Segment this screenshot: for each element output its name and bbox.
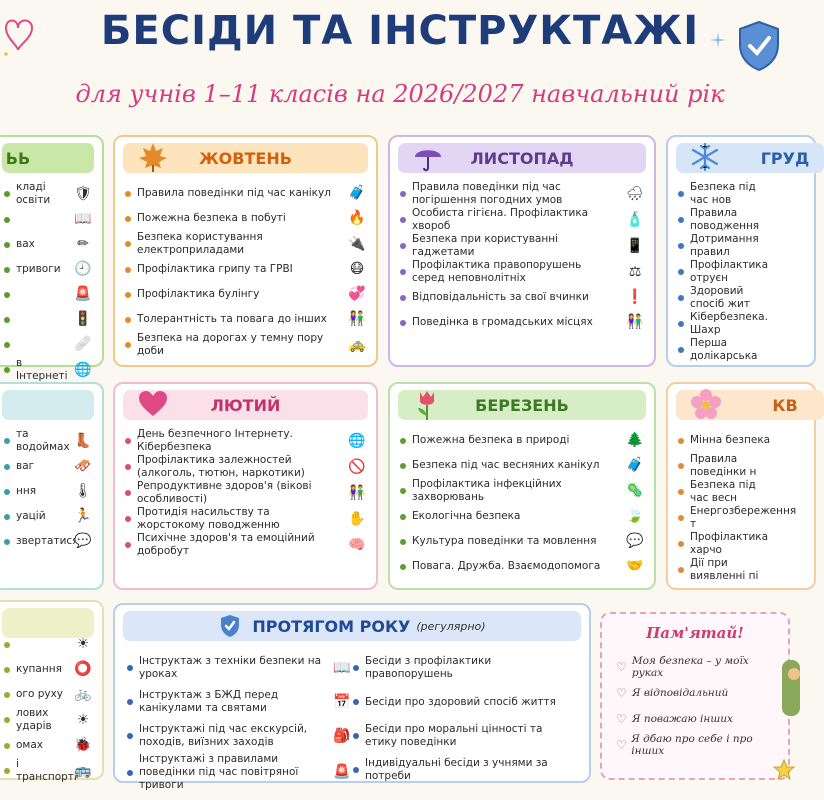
page-title: БЕСІДИ ТА ІНСТРУКТАЖІ (100, 8, 700, 54)
list-item (353, 685, 579, 719)
remember-item (616, 654, 782, 680)
list-item (125, 454, 368, 480)
list-item (678, 428, 806, 453)
stop-hand-icon: ✋ (348, 510, 366, 527)
list-item (4, 454, 94, 479)
car-icon: 🚕 (348, 336, 366, 353)
list-item (678, 311, 806, 337)
siren-icon: 🚨 (74, 286, 92, 302)
list-item (400, 428, 646, 453)
bullet (400, 320, 406, 326)
traffic-light-icon: 🚦 (74, 311, 92, 327)
heart-hands-icon: 💞 (348, 286, 366, 302)
list-item (125, 480, 368, 506)
list-item (4, 332, 94, 357)
card-title (676, 390, 824, 420)
list-item (4, 307, 94, 332)
bullet (127, 770, 133, 776)
remember-item-text: Я поважаю інших (632, 713, 733, 725)
bandage-icon: 🩹 (74, 336, 92, 352)
list-item (125, 231, 368, 257)
card-title-text: ЖОВТЕНЬ (199, 148, 292, 168)
card-title-text: ЛЮТИЙ (210, 395, 281, 415)
bullet (4, 367, 10, 373)
bullet (4, 292, 10, 298)
list-item-text: в Інтернеті (16, 357, 68, 382)
list-item (4, 529, 94, 554)
bullet (400, 269, 406, 275)
bullet (400, 243, 406, 249)
list-item-text: Інструктажі з правилами поведінки під час повітряної тривоги (139, 753, 299, 791)
bullet (678, 567, 684, 573)
list-item (400, 310, 646, 335)
bullet (125, 464, 131, 470)
bullet (4, 514, 10, 520)
card-may (0, 600, 104, 783)
list-item-text: Пожежна безпека в природі (412, 434, 570, 446)
shield-check-icon: 🛡 (74, 185, 92, 202)
bullet (125, 516, 131, 522)
bullet (353, 733, 359, 739)
tulip-icon (412, 388, 442, 422)
list-item (400, 259, 646, 285)
bullet (4, 489, 10, 495)
bullet (125, 216, 131, 222)
list-item (400, 233, 646, 259)
leaf-icon: 🍃 (626, 508, 644, 524)
list-item (4, 632, 94, 657)
remember-item (616, 706, 782, 732)
list-item (125, 307, 368, 332)
heart-icon (137, 388, 169, 420)
bullet (400, 438, 406, 444)
bullet (678, 243, 684, 249)
scales-icon: ⚖ (628, 263, 642, 280)
list-item (4, 232, 94, 257)
bullet (125, 191, 131, 197)
bullet (4, 768, 10, 774)
list-item-text: купання (16, 663, 62, 675)
bullet (400, 539, 406, 545)
list-item-text: Дотримання правил (690, 233, 759, 258)
list-item-text: Кібербезпека. Шахр (690, 311, 768, 336)
list-item (127, 651, 353, 685)
bullet (400, 463, 406, 469)
bullet (400, 295, 406, 301)
brain-icon: 🧠 (348, 536, 366, 553)
list-item-text: Бесіди про здоровий спосіб життя (365, 695, 556, 708)
suitcase-icon: 🧳 (626, 457, 644, 473)
list-item-text: Безпека під час весн (690, 479, 756, 504)
sun-icon: ☀ (76, 711, 90, 728)
shield-check-icon (218, 613, 242, 639)
list-item-text: Правила поводження (690, 207, 760, 232)
card-title (398, 390, 646, 420)
remember-item-text: Я відповідальний (632, 687, 729, 699)
card-title-text: КВ (772, 395, 798, 415)
bullet (4, 464, 10, 470)
list-item (4, 479, 94, 504)
card-title-text: ПРОТЯГОМ РОКУ (252, 616, 411, 636)
siren-icon: 🚨 (333, 764, 351, 780)
list-item-text: Толерантність та повага до інших (137, 313, 327, 325)
people-icon: 👫 (348, 311, 366, 327)
book-icon: 📖 (333, 659, 351, 676)
list-item-text: День безпечного Інтернету. Кібербезпека (137, 428, 293, 453)
list-item (678, 557, 806, 583)
remember-item-text: Я дбаю про себе і про інших (631, 733, 753, 757)
list-item-text: Бесіди з профілактики правопорушень (365, 655, 492, 680)
card-title (123, 143, 368, 173)
card-year (113, 603, 591, 791)
bullet (678, 321, 684, 327)
heart-icon: ♡ (616, 712, 627, 726)
people-icon: 👫 (626, 314, 644, 330)
list-item (400, 529, 646, 554)
bullet (678, 515, 684, 521)
card-title (676, 143, 824, 173)
list-item-text: лових ударів (16, 707, 52, 732)
heart-icon: ♡ (616, 686, 627, 700)
bullet (678, 489, 684, 495)
fire-icon: 🔥 (348, 210, 366, 226)
list-item (125, 428, 368, 454)
list-item-text: Інструктаж з техніки безпеки на уроках (139, 655, 322, 680)
list-item (353, 719, 579, 753)
list-item (125, 532, 368, 558)
chat-icon: 💬 (74, 533, 92, 549)
bullet (125, 542, 131, 548)
bullet (4, 667, 10, 673)
list-item-text: Профілактика харчо (690, 531, 769, 556)
list-item (4, 733, 94, 758)
card-title-text: ГРУД (760, 148, 810, 168)
list-item (4, 357, 94, 383)
soap-icon: 🧴 (626, 211, 644, 228)
list-item (4, 207, 94, 232)
list-item (400, 453, 646, 478)
card-title-text: ЛИСТОПАД (470, 148, 574, 168)
list-item (4, 257, 94, 282)
bullet (4, 267, 10, 273)
bullet (400, 514, 406, 520)
bullet (678, 217, 684, 223)
bullet (4, 717, 10, 723)
tree-fire-icon: 🌲 (626, 432, 644, 448)
list-item-text: і транспорті (16, 758, 77, 783)
bullet (125, 317, 131, 323)
bicycle-icon: 🚲 (74, 686, 92, 702)
phone-icon: 📱 (626, 237, 644, 254)
mask-icon: 😷 (349, 261, 365, 277)
list-item (678, 531, 806, 557)
list-item (400, 478, 646, 504)
card-january (0, 382, 104, 590)
card-title (123, 390, 368, 420)
card-december (666, 135, 816, 367)
bullet (4, 191, 10, 197)
list-item-text: уацій (16, 510, 46, 522)
list-item (4, 682, 94, 707)
clock-icon: 🕘 (74, 261, 92, 277)
list-item-text: Бесіди про моральні цінності та етику поведінки (365, 723, 543, 748)
list-item (4, 504, 94, 529)
remember-box (600, 612, 790, 780)
book-icon: 📖 (74, 211, 92, 227)
list-item-text: Культура поведінки та мовлення (412, 535, 597, 547)
list-item-text: Екологічна безпека (412, 510, 521, 522)
bullet (127, 699, 133, 705)
list-item-text: Безпека під час весняних канікул (412, 459, 600, 471)
list-item-text: Профілактика інфекційних захворювань (412, 478, 562, 503)
list-item (678, 453, 806, 479)
card-march (388, 382, 656, 590)
list-item-text: Поведінка в громадських місцях (412, 316, 593, 328)
bullet (678, 191, 684, 197)
list-item-text: Здоровий спосіб жит (690, 285, 750, 310)
bullet (125, 438, 131, 444)
list-item-text: Інструктажі під час екскурсій, походів, виїзних заходів (139, 723, 308, 748)
bullet (678, 541, 684, 547)
list-item-text: тривоги (16, 263, 61, 275)
list-item-text: Правила поведінки під час погіршення погодних умов (412, 181, 563, 206)
bullet (127, 665, 133, 671)
bullet (125, 490, 131, 496)
list-item (127, 719, 353, 753)
list-item (4, 707, 94, 733)
bullet (125, 342, 131, 348)
list-item (400, 504, 646, 529)
plug-icon: 🔌 (348, 235, 366, 252)
bullet (4, 642, 10, 648)
remember-title: Пам'ятай! (646, 624, 744, 642)
bullet (127, 733, 133, 739)
card-title-text: ЬЬ (5, 148, 31, 168)
bullet (125, 267, 131, 273)
thermometer-icon: 🌡 (74, 483, 92, 499)
list-item-text: вах (16, 238, 35, 250)
exit-icon: 🏃 (74, 508, 92, 524)
thumbs-up-icon (780, 650, 800, 720)
list-item (678, 259, 806, 285)
bullet (125, 241, 131, 247)
list-item-text: звертатися (16, 535, 79, 547)
list-item-text: Мінна безпека (690, 434, 771, 446)
list-item (127, 753, 353, 792)
list-item-text: Індивідуальні бесіди з учнями за потреби (365, 757, 548, 782)
list-item (678, 505, 806, 531)
bullet (353, 699, 359, 705)
list-item-text: Енергозбереження т (690, 505, 797, 530)
bullet (4, 342, 10, 348)
list-item (4, 657, 94, 682)
heart-icon: ♡ (616, 660, 627, 674)
snowflake-icon (690, 141, 720, 173)
bullet (678, 269, 684, 275)
warning-icon: ❗ (626, 289, 644, 305)
remember-item (616, 680, 782, 706)
list-item (678, 337, 806, 363)
list-item-text: ння (16, 485, 37, 497)
lifebuoy-icon: ⭕ (74, 661, 92, 677)
list-item-text: Дії при виявленні пі (690, 557, 759, 582)
list-item (678, 285, 806, 311)
list-item-text: Пожежна безпека в побуті (137, 212, 286, 224)
list-item (678, 233, 806, 259)
chat-icon: 💬 (626, 533, 644, 549)
list-item-text: Повага. Дружба. Взаємодопомога (412, 560, 601, 572)
list-item (353, 651, 579, 685)
list-item-text: Особиста гігієна. Профілактика хвороб (412, 207, 589, 232)
list-item-text: Профілактика отруєн (690, 259, 769, 284)
list-item-text: Безпека користування електроприладами (137, 231, 263, 256)
list-item-text: Правила поведінки під час канікул (137, 187, 331, 199)
remember-item-text: Моя безпека – у моїх руках (631, 655, 749, 679)
sled-icon: 🛷 (74, 458, 92, 474)
bullet (678, 463, 684, 469)
bullet (4, 692, 10, 698)
list-item (127, 685, 353, 719)
bullet (4, 242, 10, 248)
list-item-text: Профілактика залежностей (алкоголь, тютюн, наркотики) (137, 454, 305, 479)
bus-icon: 🚌 (74, 762, 92, 779)
list-item (125, 506, 368, 532)
star-icon (772, 758, 796, 782)
virus-icon: 🦠 (626, 482, 644, 499)
card-title (2, 390, 94, 420)
list-item-text: ваг (16, 460, 35, 472)
list-item (400, 554, 646, 579)
bullet (353, 767, 359, 773)
list-item (125, 181, 368, 206)
list-item-text: Безпека при користуванні гаджетами (412, 233, 559, 258)
list-item-text: Профілактика грипу та ГРВІ (137, 263, 293, 275)
list-item-text: кладі освіти (16, 181, 51, 206)
list-item-text: ого руху (16, 688, 64, 700)
list-item-text: Профілактика правопорушень серед неповнолітніх (412, 259, 582, 284)
bullet (4, 743, 10, 749)
list-item (125, 332, 368, 358)
card-november (388, 135, 656, 367)
bullet (4, 217, 10, 223)
list-item-text: Протидія насильству та жорстокому поводженню (137, 506, 280, 531)
list-item (4, 282, 94, 307)
remember-item (616, 732, 782, 758)
card-september (0, 135, 104, 382)
calendar-icon: 📅 (333, 693, 351, 710)
list-item-text: Правила поведінки н (690, 453, 757, 478)
rain-cloud-icon: 🌧 (626, 185, 644, 202)
bullet (678, 438, 684, 444)
bullet (4, 539, 10, 545)
list-item (400, 285, 646, 310)
list-item-text: Безпека під час нов (690, 181, 756, 206)
list-item-text: Перша долікарська (690, 337, 758, 362)
list-item-text: та водоймах (16, 428, 70, 453)
list-item (400, 181, 646, 207)
list-item (125, 282, 368, 307)
backpack-icon: 🎒 (333, 727, 351, 744)
globe-icon: 🌐 (74, 361, 92, 378)
bullet (400, 217, 406, 223)
list-item-text: Психічне здоров'я та емоційний добробут (137, 532, 315, 557)
globe-icon: 🌐 (348, 432, 366, 449)
list-item-text: омах (16, 739, 43, 751)
tick-icon: 🐞 (74, 737, 92, 753)
card-title-text: БЕРЕЗЕНЬ (475, 395, 569, 415)
bullet (678, 347, 684, 353)
handshake-icon: 🤝 (626, 558, 644, 574)
bullet (400, 488, 406, 494)
suitcase-icon: 🧳 (348, 185, 366, 201)
list-item-text: Безпека на дорогах у темну пору доби (137, 332, 324, 357)
maple-leaf-icon (137, 141, 169, 173)
list-item (4, 428, 94, 454)
list-item-text: Інструктаж з БЖД перед канікулами та святами (139, 689, 279, 714)
no-icon: 🚫 (348, 458, 366, 475)
bullet (4, 317, 10, 323)
card-october (113, 135, 378, 367)
card-february (113, 382, 378, 590)
pencil-icon: ✏ (77, 236, 89, 252)
heart-icon: ♡ (616, 738, 627, 752)
bullet (400, 191, 406, 197)
list-item-text: Репродуктивне здоров'я (вікові особливості) (137, 480, 312, 505)
flower-icon (690, 388, 722, 420)
bullet (400, 564, 406, 570)
card-title-note: (регулярно) (416, 619, 486, 633)
card-title (398, 143, 646, 173)
list-item (678, 479, 806, 505)
card-april (666, 382, 816, 590)
bullet (125, 292, 131, 298)
page-subtitle: для учнів 1–11 класів на 2026/2027 навчальний рік (75, 80, 725, 108)
card-title (123, 611, 581, 641)
list-item-text: Відповідальність за свої вчинки (412, 291, 589, 303)
list-item (678, 207, 806, 233)
bullet (4, 438, 10, 444)
list-item-text: Профілактика булінгу (137, 288, 260, 300)
list-item (400, 207, 646, 233)
sun-icon: ☀ (76, 636, 90, 652)
people-icon: 👫 (348, 484, 366, 501)
boot-icon: 👢 (74, 432, 92, 449)
list-item (353, 753, 579, 787)
bullet (678, 295, 684, 301)
list-item (4, 758, 94, 784)
list-item (125, 206, 368, 231)
umbrella-icon (412, 141, 444, 173)
list-item (125, 257, 368, 282)
bullet (353, 665, 359, 671)
list-item (4, 181, 94, 207)
card-title (2, 143, 94, 173)
list-item (678, 181, 806, 207)
